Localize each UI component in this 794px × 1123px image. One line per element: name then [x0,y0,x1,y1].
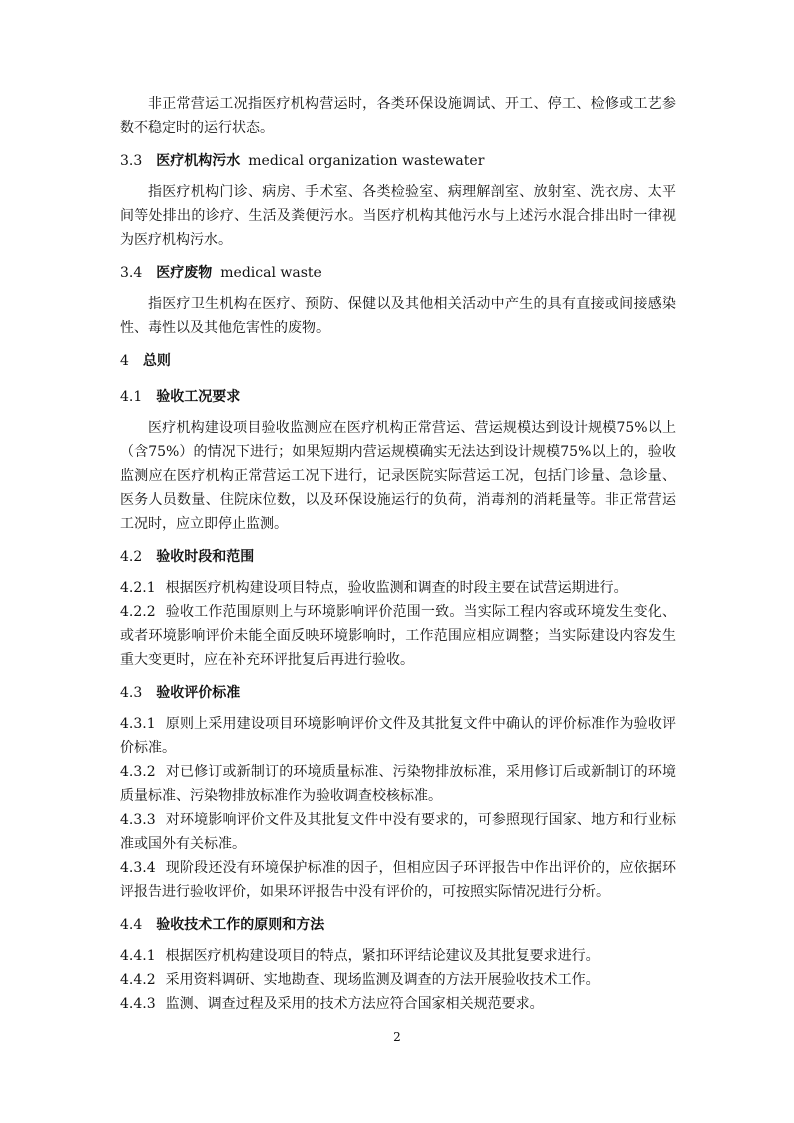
clause-4-4-2 [120,968,676,992]
clause-4-2-2 [120,600,676,672]
clause-text: 现阶段还没有环境保护标准的因子，但相应因子环评报告中作出评价的，应依据环评报告进行验收评价，如果环评报告中没有评价的，可按照实际情况进行分析。 [120,860,676,900]
page-number: 2 [393,1030,401,1044]
clause-4-4-3 [120,992,676,1016]
clause-text: 对已修订或新制订的环境质量标准、污染物排放标准，采用修订后或新制订的环境质量标准、污染物排放标准作为验收调查校核标准。 [120,764,676,804]
clause-4-2-1 [120,576,676,600]
clause-text: 根据医疗机构建设项目的特点，紧扣环评结论建议及其批复要求进行。 [165,948,600,964]
clause-4-4-1 [120,944,676,968]
section-title: 验收技术工作的原则和方法 [156,917,325,933]
section-heading-4-4 [120,914,676,936]
clause-text: 采用资料调研、实地勘查、现场监测及调查的方法开展验收技术工作。 [165,972,600,988]
section-number: 3.4 [120,265,143,281]
section-number: 4.1 [120,389,143,405]
clause-number: 4.3.2 [120,764,156,780]
section-heading-4-2 [120,546,676,568]
section-title: 医疗机构污水 [156,153,241,169]
clause-text: 对环境影响评价文件及其批复文件中没有要求的，可参照现行国家、地方和行业标准或国外有关标准。 [120,812,676,852]
section-4-3-items [120,712,676,904]
section-title: 总则 [142,353,171,369]
section-heading-4-3 [120,682,676,704]
clause-number: 4.3.4 [120,860,156,876]
section-number: 4.4 [120,917,143,933]
clause-number: 4.2.1 [120,580,156,596]
section-4-2-items [120,576,676,672]
section-3-4-paragraph: 指医疗卫生机构在医疗、预防、保健以及其他相关活动中产生的具有直接或间接感染性、毒性以及其他危害性的废物。 [120,296,676,336]
clause-4-3-3 [120,808,676,856]
section-number: 4.2 [120,549,143,565]
intro-paragraph: 非正常营运工况指医疗机构营运时，各类环保设施调试、开工、停工、检修或工艺参数不稳定时的运行状态。 [120,96,676,136]
clause-number: 4.4.2 [120,972,156,988]
section-4-1-paragraph: 医疗机构建设项目验收监测应在医疗机构正常营运、营运规模达到设计规模75%以上（含75%）的情况下进行；如果短期内营运规模确实无法达到设计规模75%以上的，验收监测应在医疗机构正常营运工况下进行，记录医院实际营运工况，包括门诊量、急诊量、医务人员数量、住院床位数，以及环保设施运行的负荷，消毒剂的消耗量等。非正常营运工况时，应立即停止监测。 [120,420,676,532]
clause-number: 4.2.2 [120,604,156,620]
section-heading-4-1 [120,386,676,408]
clause-text: 原则上采用建设项目环境影响评价文件及其批复文件中确认的评价标准作为验收评价标准。 [120,716,676,756]
clause-number: 4.3.1 [120,716,156,732]
section-number: 4 [120,353,129,369]
section-3-3-paragraph: 指医疗机构门诊、病房、手术室、各类检验室、病理解剖室、放射室、洗衣房、太平间等处排出的诊疗、生活及粪便污水。当医疗机构其他污水与上述污水混合排出时一律视为医疗机构污水。 [120,184,676,248]
clause-text: 监测、调查过程及采用的技术方法应符合国家相关规范要求。 [165,996,544,1012]
section-heading-3-4 [120,262,676,284]
section-title-english: medical organization wastewater [248,153,485,169]
clause-text: 根据医疗机构建设项目特点，验收监测和调查的时段主要在试营运期进行。 [165,580,628,596]
clause-4-3-4 [120,856,676,904]
section-title: 验收时段和范围 [156,549,255,565]
section-number: 4.3 [120,685,143,701]
clause-number: 4.4.1 [120,948,156,964]
section-title-english: medical waste [220,265,322,281]
section-4-4-items [120,944,676,1016]
chapter-heading-4 [120,350,676,372]
clause-text: 验收工作范围原则上与环境影响评价范围一致。当实际工程内容或环境发生变化、或者环境影响评价未能全面反映环境影响时，工作范围应相应调整；当实际建设内容发生重大变更时，应在补充环评批复后再进行验收。 [120,604,676,668]
clause-4-3-1 [120,712,676,760]
clause-4-3-2 [120,760,676,808]
section-title: 验收评价标准 [156,685,241,701]
section-title: 医疗废物 [156,265,213,281]
section-number: 3.3 [120,153,143,169]
clause-number: 4.4.3 [120,996,156,1012]
page-content [120,92,676,1026]
section-heading-3-3 [120,150,676,172]
section-title: 验收工况要求 [156,389,241,405]
clause-number: 4.3.3 [120,812,156,828]
